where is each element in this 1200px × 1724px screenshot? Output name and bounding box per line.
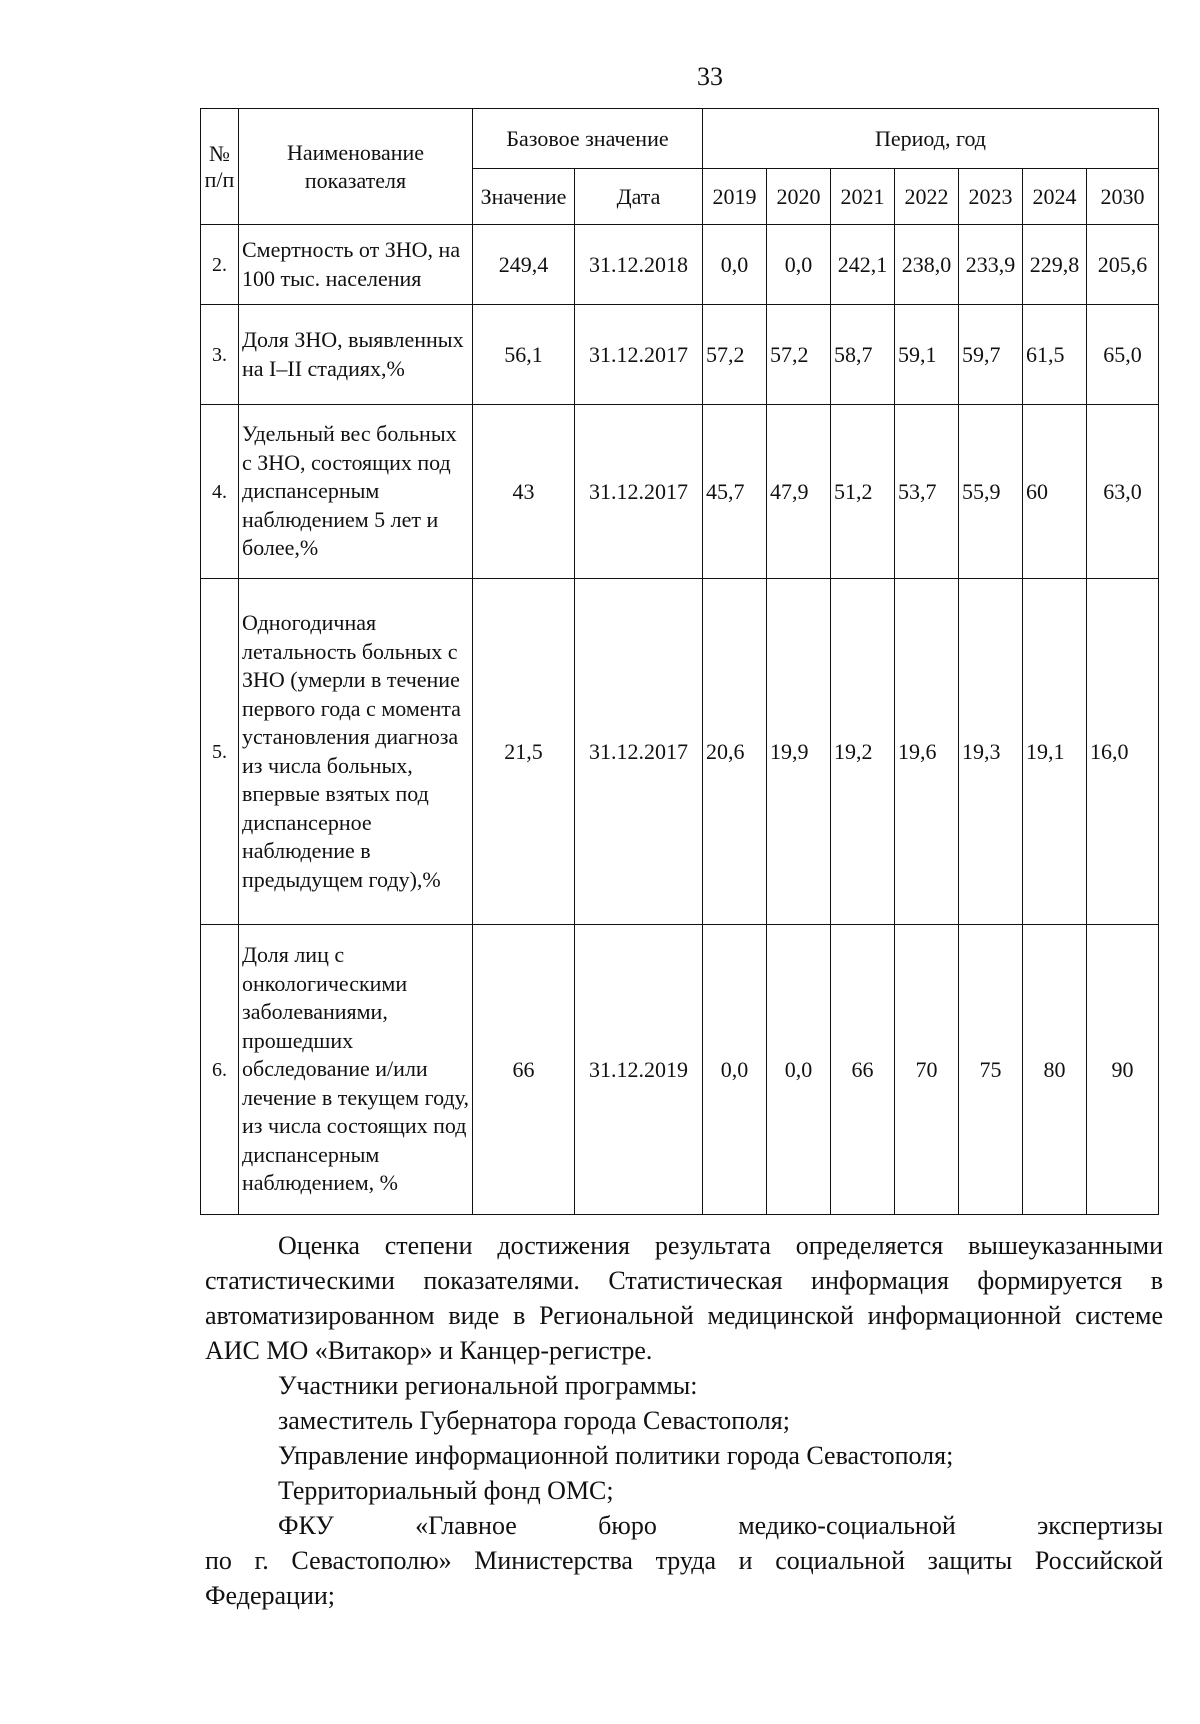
row-value: 0,0 [767, 925, 831, 1215]
row-value: 90 [1087, 925, 1159, 1215]
row-base-date: 31.12.2017 [575, 405, 703, 579]
row-value: 20,6 [703, 579, 767, 925]
row-name: Доля лиц с онкологическими заболеваниями, прошедших обследование и/или лечение в текущем году, из числа состоящих под диспансерным наблюдением, % [239, 925, 473, 1215]
row-value: 51,2 [831, 405, 895, 579]
table-row [201, 925, 1159, 1215]
row-value: 47,9 [767, 405, 831, 579]
row-value: 55,9 [959, 405, 1023, 579]
body-text [205, 1228, 1163, 1613]
header-num: № п/п [201, 109, 239, 225]
row-value: 57,2 [767, 305, 831, 405]
table-row [201, 225, 1159, 305]
row-value: 70 [895, 925, 959, 1215]
row-name: Доля ЗНО, выявленных на I–II стадиях,% [239, 305, 473, 405]
row-num: 5. [201, 579, 239, 925]
row-name: Одногодичная летальность больных с ЗНО (умерли в течение первого года с момента установления диагноза из числа больных, впервые взятых под диспансерное наблюдение в предыдущем году),% [239, 579, 473, 925]
row-base-value: 43 [473, 405, 575, 579]
row-base-value: 249,4 [473, 225, 575, 305]
participant-item-fku-rest: по г. Севастополю» Министерства труда и социальной защиты Российской Федерации; [205, 1546, 1163, 1610]
participant-item: Управление информационной политики города Севастополя; [278, 1441, 954, 1470]
participant-item: Территориальный фонд ОМС; [278, 1476, 614, 1505]
row-value: 0,0 [703, 925, 767, 1215]
row-value: 45,7 [703, 405, 767, 579]
participant-item-fku-first-line [205, 1508, 1163, 1543]
row-value: 65,0 [1087, 305, 1159, 405]
row-value: 60 [1023, 405, 1087, 579]
word: бюро [598, 1511, 657, 1540]
row-value: 238,0 [895, 225, 959, 305]
row-value: 58,7 [831, 305, 895, 405]
row-num: 2. [201, 225, 239, 305]
header-year: 2021 [831, 169, 895, 225]
row-value: 66 [831, 925, 895, 1215]
header-name: Наименование показателя [239, 109, 473, 225]
paragraph-assessment: Оценка степени достижения результата определяется вышеуказанными статистическими показателями. Статистическая информация формируется в автоматизированном виде в Региональной медицинской информационной системе АИС МО «Витакор» и Канцер-регистре. [205, 1231, 1163, 1365]
header-year: 2030 [1087, 169, 1159, 225]
header-year: 2023 [959, 169, 1023, 225]
row-value: 0,0 [703, 225, 767, 305]
table-row [201, 579, 1159, 925]
row-base-date: 31.12.2017 [575, 579, 703, 925]
indicators-table-wrap [200, 108, 1159, 1215]
header-value: Значение [473, 169, 575, 225]
row-value: 229,8 [1023, 225, 1087, 305]
row-num: 6. [201, 925, 239, 1215]
row-value: 63,0 [1087, 405, 1159, 579]
row-num: 4. [201, 405, 239, 579]
header-period: Период, год [703, 109, 1159, 169]
row-base-date: 31.12.2017 [575, 305, 703, 405]
row-value: 16,0 [1087, 579, 1159, 925]
row-value: 53,7 [895, 405, 959, 579]
row-value: 19,6 [895, 579, 959, 925]
row-base-value: 21,5 [473, 579, 575, 925]
header-year: 2019 [703, 169, 767, 225]
row-value: 205,6 [1087, 225, 1159, 305]
row-base-value: 56,1 [473, 305, 575, 405]
row-value: 19,1 [1023, 579, 1087, 925]
indicators-table [200, 108, 1159, 1215]
row-value: 242,1 [831, 225, 895, 305]
table-row [201, 405, 1159, 579]
row-value: 80 [1023, 925, 1087, 1215]
row-base-date: 31.12.2018 [575, 225, 703, 305]
word: медико-социальной [738, 1511, 956, 1540]
table-row [201, 305, 1159, 405]
row-value: 19,2 [831, 579, 895, 925]
row-value: 233,9 [959, 225, 1023, 305]
word: ФКУ [278, 1511, 334, 1540]
word: «Главное [415, 1511, 517, 1540]
row-base-date: 31.12.2019 [575, 925, 703, 1215]
row-name: Смертность от ЗНО, на 100 тыс. населения [239, 225, 473, 305]
header-base: Базовое значение [473, 109, 703, 169]
row-value: 57,2 [703, 305, 767, 405]
header-year: 2022 [895, 169, 959, 225]
word: экспертизы [1037, 1511, 1163, 1540]
header-year: 2024 [1023, 169, 1087, 225]
participant-item: заместитель Губернатора города Севастополя; [278, 1406, 790, 1435]
row-value: 19,3 [959, 579, 1023, 925]
participants-heading: Участники региональной программы: [278, 1371, 698, 1400]
row-name: Удельный вес больных с ЗНО, состоящих под диспансерным наблюдением 5 лет и более,% [239, 405, 473, 579]
page-number: 33 [697, 62, 723, 91]
row-value: 59,7 [959, 305, 1023, 405]
row-value: 75 [959, 925, 1023, 1215]
row-base-value: 66 [473, 925, 575, 1215]
header-date: Дата [575, 169, 703, 225]
row-value: 0,0 [767, 225, 831, 305]
row-value: 19,9 [767, 579, 831, 925]
row-value: 59,1 [895, 305, 959, 405]
header-year: 2020 [767, 169, 831, 225]
row-value: 61,5 [1023, 305, 1087, 405]
row-num: 3. [201, 305, 239, 405]
